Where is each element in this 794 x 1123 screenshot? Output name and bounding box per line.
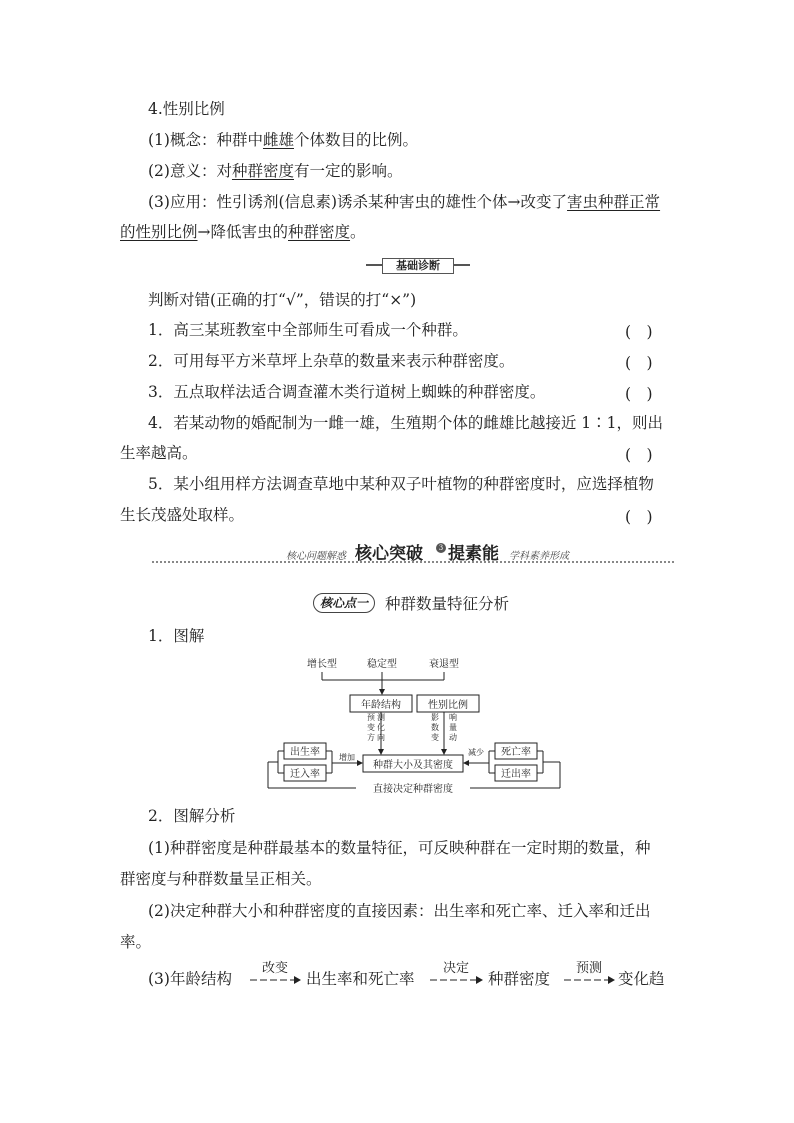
concept-line: (1)概念：种群中雌雄个体数目的比例。 — [148, 131, 418, 149]
core-point-badge: 核心点一 — [313, 593, 375, 613]
affect2-char-1: 响 — [449, 713, 457, 722]
header-main-a: 核心突破 — [355, 544, 423, 564]
affect-char-2: 数 — [431, 723, 439, 732]
arrow-predict-label: 预测 — [575, 961, 602, 976]
affect-char-3: 变 — [431, 733, 439, 742]
diagnosis-item-4-cont: 生率越高。 — [120, 444, 198, 462]
diagram-emigration-rate: 迁出率 — [501, 769, 531, 780]
answer-blank-5[interactable]: ( ) — [625, 508, 653, 526]
core-breakthrough-header — [152, 539, 674, 565]
application-line-2: 的性别比例→降低害虫的种群密度。 — [120, 223, 366, 241]
answer-blank-1[interactable]: ( ) — [625, 323, 653, 341]
diagram-center: 种群大小及其密度 — [373, 760, 453, 771]
section-title: 4.性别比例 — [148, 100, 225, 118]
core-point-text: 种群数量特征分析 — [385, 595, 510, 613]
header-main-b: 提素能 — [448, 544, 499, 564]
arrow-determine — [428, 961, 484, 993]
arrow-determine-label: 决定 — [442, 961, 469, 976]
affect2-char-2: 量 — [449, 723, 457, 732]
core-point-title — [313, 592, 509, 614]
predict-char-4: 化 — [377, 723, 385, 732]
analysis-title: 2．图解分析 — [148, 807, 236, 825]
analysis-p1-line2: 群密度与种群数量呈正相关。 — [120, 870, 322, 888]
predict-char-2: 测 — [377, 713, 385, 722]
diagram-birth-rate: 出生率 — [290, 747, 320, 758]
arrow-predict — [562, 961, 616, 993]
banner-label: 基础诊断 — [382, 258, 454, 274]
population-diagram — [260, 652, 570, 798]
basic-diagnosis-banner — [366, 258, 470, 272]
answer-blank-3[interactable]: ( ) — [625, 385, 653, 403]
meaning-line: (2)意义：对种群密度有一定的影响。 — [148, 162, 403, 180]
header-dot-badge: 3 — [436, 543, 446, 553]
diagnosis-intro: 判断对错(正确的打“√”，错误的打“×”) — [148, 291, 417, 309]
diagram-increase: 增加 — [339, 753, 355, 762]
diagnosis-item-5: 5．某小组用样方法调查草地中某种双子叶植物的种群密度时，应选择植物 — [148, 475, 654, 493]
figure-title: 1．图解 — [148, 627, 205, 645]
analysis-p2-line2: 率。 — [120, 933, 152, 951]
arrow-change-label: 改变 — [261, 961, 288, 976]
analysis-p3-b: 出生率和死亡率 — [306, 970, 415, 988]
predict-char-1: 预 — [367, 713, 375, 722]
diagnosis-item-5-cont: 生长茂盛处取样。 — [120, 506, 245, 524]
diagnosis-item-3: 3．五点取样法适合调查灌木类行道树上蜘蛛的种群密度。 — [148, 383, 546, 401]
diagram-age-structure: 年龄结构 — [361, 700, 401, 711]
affect2-char-3: 动 — [449, 733, 457, 742]
predict-char-3: 变 — [367, 723, 375, 732]
analysis-p3-a: (3)年龄结构 — [148, 970, 232, 988]
analysis-p3-c: 种群密度 — [488, 970, 551, 988]
analysis-p2-line1: (2)决定种群大小和种群密度的直接因素：出生率和死亡率、迁入率和迁出 — [148, 902, 651, 920]
answer-blank-4[interactable]: ( ) — [625, 446, 653, 464]
diagram-death-rate: 死亡率 — [501, 747, 531, 758]
diagram-growth-type: 增长型 — [307, 659, 337, 670]
header-right-caption: 学科素养形成 — [509, 551, 569, 562]
diagram-immigration-rate: 迁入率 — [290, 769, 320, 780]
application-line-1: (3)应用：性引诱剂(信息素)诱杀某种害虫的雄性个体→改变了害虫种群正常 — [148, 193, 661, 211]
analysis-p3-d: 变化趋 — [618, 970, 665, 988]
predict-char-6: 向 — [377, 733, 385, 742]
header-left-caption: 核心问题解惑 — [286, 551, 346, 562]
diagram-sex-ratio: 性别比例 — [428, 700, 468, 711]
diagnosis-item-2: 2．可用每平方米草坪上杂草的数量来表示种群密度。 — [148, 352, 515, 370]
analysis-p1-line1: (1)种群密度是种群最基本的数量特征，可反映种群在一定时期的数量，种 — [148, 839, 651, 857]
arrow-change — [248, 961, 302, 993]
diagram-bottom-label: 直接决定种群密度 — [373, 784, 453, 795]
affect-char-1: 影 — [431, 713, 439, 722]
diagnosis-item-1: 1．高三某班教室中全部师生可看成一个种群。 — [148, 321, 468, 339]
diagnosis-item-4: 4．若某动物的婚配制为一雌一雄，生殖期个体的雌雄比越接近 1∶1，则出 — [148, 414, 664, 432]
diagram-decrease: 减少 — [468, 748, 484, 757]
answer-blank-2[interactable]: ( ) — [625, 354, 653, 372]
predict-char-5: 方 — [367, 733, 375, 742]
diagram-stable-type: 稳定型 — [367, 659, 397, 670]
diagram-decline-type: 衰退型 — [429, 659, 459, 670]
